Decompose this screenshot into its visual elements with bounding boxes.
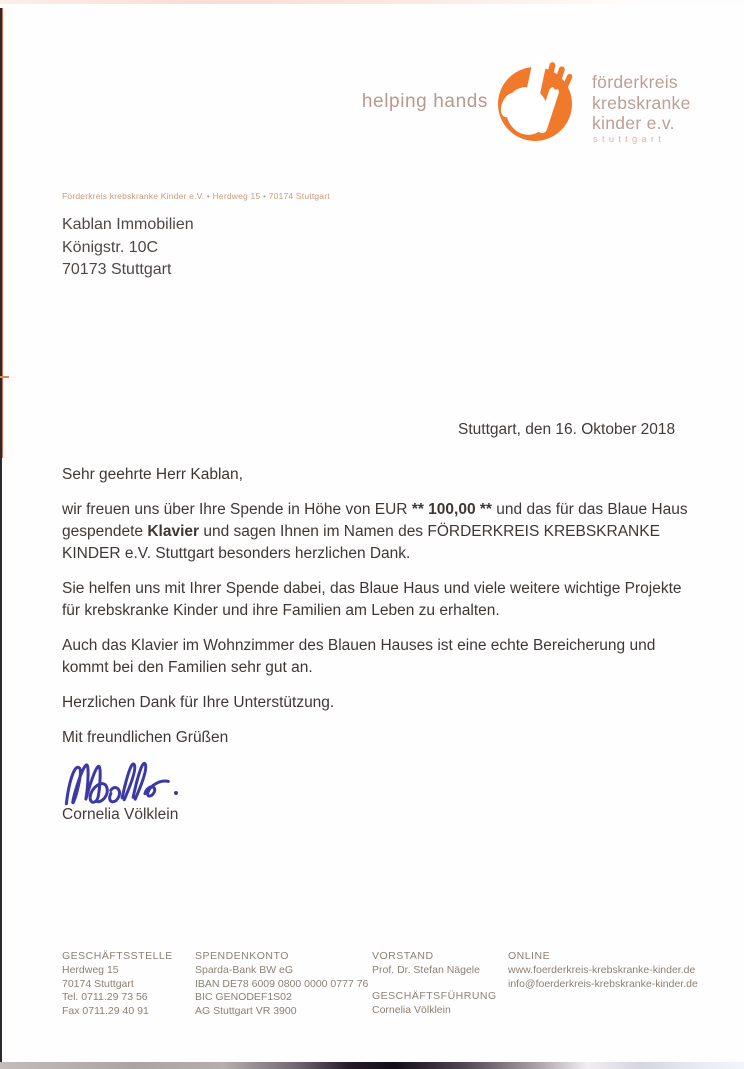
footer-management-title: GESCHÄFTSFÜHRUNG xyxy=(372,989,497,1002)
p1-klavier: Klavier xyxy=(147,523,200,540)
footer-office-fax: Fax 0711.29 40 91 xyxy=(62,1004,149,1017)
sender-return-address: Förderkreis krebskranke Kinder e.V. • Herdweg 15 • 70174 Stuttgart xyxy=(62,191,330,201)
footer-column-board xyxy=(372,950,497,1018)
footer-board-name: Prof. Dr. Stefan Nägele xyxy=(372,964,480,977)
p1-seg5: und sagen Ihnen im Namen des FÖRDERKREIS KREBSKRANKE KINDER e.V. Stuttgart besonders herzlichen Dank. xyxy=(62,523,660,562)
org-name-line2: krebskranke xyxy=(592,92,691,113)
recipient-address xyxy=(62,214,194,282)
recipient-city: 70173 Stuttgart xyxy=(62,261,172,278)
footer-bank-iban: IBAN DE78 6009 0800 0000 0777 76 xyxy=(195,977,369,990)
helping-hand-logo-icon xyxy=(491,56,583,148)
paragraph-thanks: Herzlichen Dank für Ihre Unterstützung. xyxy=(62,694,335,711)
footer-management-name: Cornelia Völklein xyxy=(372,1004,451,1017)
footer-email: info@foerderkreis-krebskranke-kinder.de xyxy=(508,977,698,990)
org-name-line3: kinder e.v. xyxy=(592,113,675,133)
footer-board-title: VORSTAND xyxy=(372,950,434,962)
footer-office-city: 70174 Stuttgart xyxy=(62,977,134,990)
footer-office-title: GESCHÄFTSSTELLE xyxy=(62,950,173,962)
footer-column-bank xyxy=(195,950,368,1018)
closing-line: Mit freundlichen Grüßen xyxy=(62,729,229,746)
recipient-name: Kablan Immobilien xyxy=(62,216,194,233)
footer-bank-title: SPENDENKONTO xyxy=(195,950,289,962)
footer-column-office xyxy=(62,950,173,1018)
footer-online-title: ONLINE xyxy=(508,950,551,962)
scan-edge-bottom xyxy=(0,1062,744,1069)
footer-office-street: Herdweg 15 xyxy=(62,964,119,977)
scan-edge-top xyxy=(0,0,744,4)
salutation: Sehr geehrte Herr Kablan, xyxy=(62,466,243,483)
paragraph-help: Sie helfen uns mit Ihrer Spende dabei, das Blaue Haus und viele weitere wichtige Projekte für krebskranke Kinder und ihre Familien am Leben zu erhalten. xyxy=(62,580,682,619)
paragraph-piano: Auch das Klavier im Wohnzimmer des Blauen Hauses ist eine echte Bereicherung und kommt bei den Familien sehr gut an. xyxy=(62,637,656,676)
footer-website: www.foerderkreis-krebskranke-kinder.de xyxy=(508,964,696,977)
recipient-street: Königstr. 10C xyxy=(62,238,159,256)
footer-bank-name: Sparda-Bank BW eG xyxy=(195,964,294,977)
org-name-line1: förderkreis xyxy=(592,72,678,92)
org-city: stuttgart xyxy=(593,134,666,145)
org-name xyxy=(592,72,691,134)
footer-bank-bic: BIC GENODEF1S02 xyxy=(195,991,292,1004)
p1-seg1: wir freuen uns über Ihre Spende in Höhe von EUR xyxy=(62,501,412,518)
signature-image xyxy=(58,744,218,808)
fold-mark xyxy=(0,376,9,378)
signature-name: Cornelia Völklein xyxy=(62,806,179,823)
tagline: helping hands xyxy=(361,91,488,112)
footer-office-tel: Tel. 0711.29 73 56 xyxy=(62,991,148,1004)
letter-body xyxy=(62,464,690,762)
scan-edge-left-orange xyxy=(2,8,3,458)
p1-seg3: und das für das Blaue Haus gespendete xyxy=(62,501,688,540)
footer-bank-register: AG Stuttgart VR 3900 xyxy=(195,1004,297,1017)
p1-amount: ** 100,00 ** xyxy=(411,501,492,518)
paragraph-donation xyxy=(62,499,690,565)
date-line: Stuttgart, den 16. Oktober 2018 xyxy=(458,421,676,438)
footer-column-online xyxy=(508,950,698,991)
